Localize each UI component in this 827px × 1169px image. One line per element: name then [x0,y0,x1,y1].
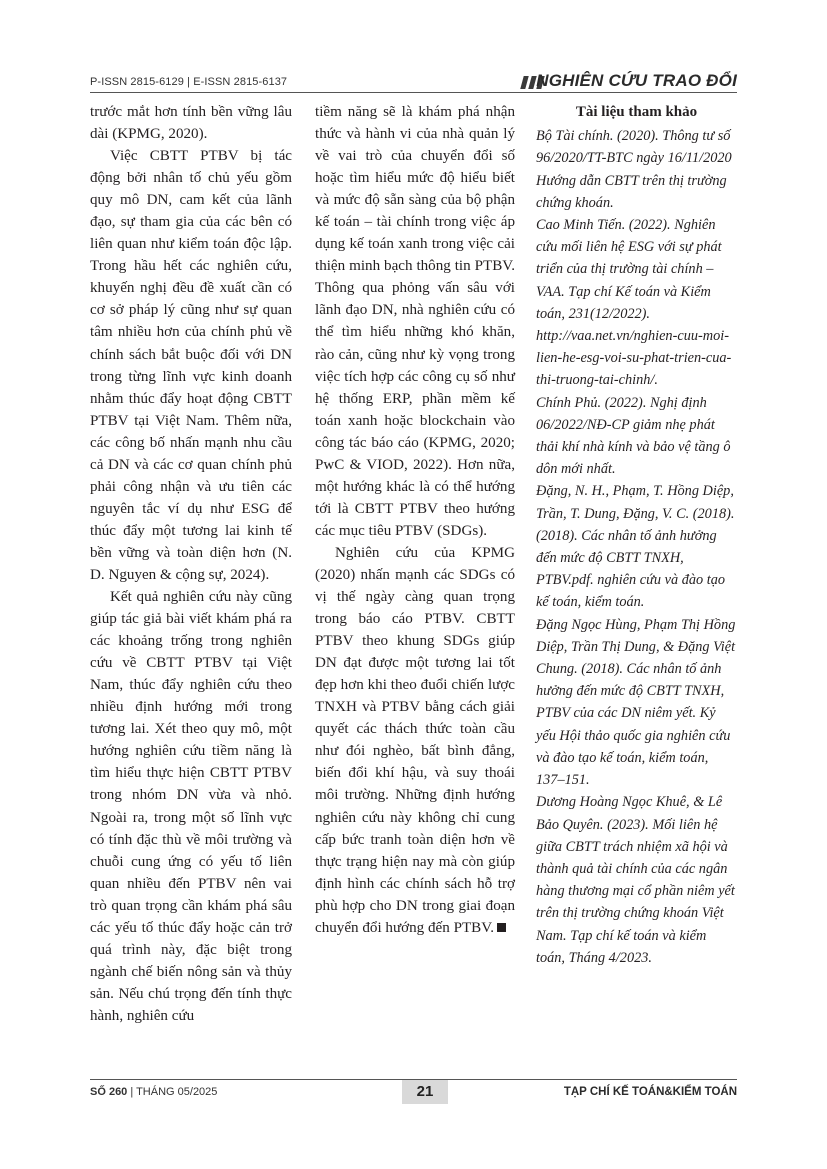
issue-info [90,1086,217,1098]
references-heading: Tài liệu tham khảo [575,104,698,120]
journal-name: TẠP CHÍ KẾ TOÁN&KIỂM TOÁN [563,1086,737,1098]
issue-date: | THÁNG 05/2025 [130,1086,218,1098]
reference-item: Bộ Tài chính. (2020). Thông tư số 96/2020/TT-BTC ngày 16/11/2020 Hướng dẫn CBTT trên thị trường chứng khoán. [536,128,732,211]
reference-item: Chính Phủ. (2022). Nghị định 06/2022/NĐ-CP giảm nhẹ phát thải khí nhà kính và bảo vệ tầng ô dôn mới nhất. [536,394,731,478]
reference-item: Cao Minh Tiến. (2022). Nghiên cứu mối liên hệ ESG với sự phát triển của thị trường tài chính – VAA. Tạp chí Kế toán và Kiểm toán, 231(12/2022). http://vaa.net.vn/nghien-cuu-moi-lien-he-esg-voi-su-phat-trien-cua-thi-truong-tai-chinh/. [536,217,732,389]
reference-item: Đặng Ngọc Hùng, Phạm Thị Hồng Diệp, Trần Thị Dung, & Đặng Việt Chung. (2018). Các nhân tố ảnh hưởng đến mức độ CBTT TNXH, PTBV của các DN niêm yết. Kỷ yếu Hội thảo quốc gia nghiên cứu và đào tạo kế toán, kiểm toán, 137–151. [536,616,736,789]
references-column [536,101,737,969]
paragraph: trước mắt hơn tính bền vững lâu dài (KPMG, 2020). [90,104,292,143]
paragraph-text: Nghiên cứu của KPMG (2020) nhấn mạnh các SDGs có vị thế ngày càng quan trọng trong báo cáo PTBV. CBTT PTBV theo khung SDGs giúp DN đạt được một tương lai tốt đẹp hơn khi theo đuổi chiến lược TNXH và PTBV bằng cách giải quyết các thách thức toàn cầu như đói nghèo, bất bình đẳng, biến đổi khí hậu, và suy thoái môi trường. Những định hướng nghiên cứu này không chỉ cung cấp bức tranh toàn diện hơn về thực trạng hiện nay mà còn giúp định hình các chính sách hỗ trợ phù hợp cho DN trong giai đoạn chuyển đổi hướng đến PTBV. [315,544,515,936]
reference-item: Dương Hoàng Ngọc Khuê, & Lê Bảo Quyên. (2023). Mối liên hệ giữa CBTT trách nhiệm xã hội và thành quả tài chính của các ngân hàng thương mại cổ phần niêm yết trên thị trường chứng khoán Việt Nam. Tạp chí kế toán và kiểm toán, Tháng 4/2023. [536,794,735,966]
text-column-1 [90,101,292,1027]
paragraph: Việc CBTT PTBV bị tác động bởi nhân tố chủ yếu gồm quy mô DN, cam kết của lãnh đạo, sự tham gia của các bên có liên quan như kiểm toán độc lập. Trong hầu hết các nghiên cứu, khuyến nghị đều đề xuất cần có cơ sở pháp lý cũng như sự quan tâm nhiều hơn của chính phủ về chính sách bắt buộc đối với DN trong từng lĩnh vực kinh doanh nhằm thúc đẩy hoạt động CBTT PTBV tại Việt Nam. Thêm nữa, các công bố nhấn mạnh nhu cầu cả DN và các cơ quan chính phủ phải công nhận và ưu tiên các nguyên tắc ví dụ như ESG để thúc đẩy một tương lai kinh tế bền vững và toàn diện hơn (N. D. Nguyen & cộng sự, 2024). [90,148,292,583]
issn-text: P-ISSN 2815-6129 | E-ISSN 2815-6137 [90,76,288,88]
paragraph: tiềm năng sẽ là khám phá nhận thức và hành vi của nhà quản lý về vai trò của chuyển đổi số hoặc tìm hiểu mức độ hiểu biết và mức độ sẵn sàng của bộ phận kế toán – tài chính trong việc áp dụng kế toán xanh trong việc cải thiện minh bạch thông tin PTBV. Thông qua phỏng vấn sâu với lãnh đạo DN, nhà nghiên cứu có thể tìm hiểu những khó khăn, rào cản, cũng như kỳ vọng trong việc tích hợp các công cụ số như hệ thống ERP, phần mềm kế toán xanh hoặc blockchain vào công tác báo cáo (KPMG, 2020; PwC & VIOD, 2022). Hơn nữa, một hướng khác là có thể hướng tới là CBTT PTBV theo hướng các mục tiêu PTBV (SDGs). [315,104,515,539]
header-divider [90,92,737,93]
reference-item: Đặng, N. H., Phạm, T. Hồng Diệp, Trần, T. Dung, Đặng, V. C. (2018). (2018). Các nhân tố ảnh hưởng đến mức độ CBTT TNXH, PTBV.pdf. nghiên cứu và đào tạo kế toán, kiểm toán. [536,483,735,611]
page-footer [90,1080,737,1104]
end-of-article-icon [497,923,506,932]
paragraph-final [315,542,515,939]
page-number: 21 [402,1080,448,1104]
section-title: NGHIÊN CỨU TRAO ĐỔI [536,71,737,90]
paragraph: Kết quả nghiên cứu này cũng giúp tác giả bài viết khám phá ra các khoảng trống trong nghiên cứu về CBTT PTBV tại Việt Nam, thúc đẩy nghiên cứu theo nhiều định hướng mới trong tương lai. Xét theo quy mô, một hướng nghiên cứu tiềm năng là tìm hiểu thực hiện CBTT PTBV trong nhóm DN vừa và nhỏ. Ngoài ra, trong một số lĩnh vực có tính đặc thù về môi trường và chuỗi cung ứng có yếu tố liên quan nhiều đến PTBV nên vai trò quan trọng cần khám phá sâu các yếu tố thúc đẩy hoặc cản trở quá trình này, đặc biệt trong ngành chế biến nông sản và thủy sản. Nếu chú trọng đến tính thực hành, nghiên cứu [90,589,292,1024]
issue-number: SỐ 260 [90,1086,128,1098]
text-column-2 [315,101,515,939]
